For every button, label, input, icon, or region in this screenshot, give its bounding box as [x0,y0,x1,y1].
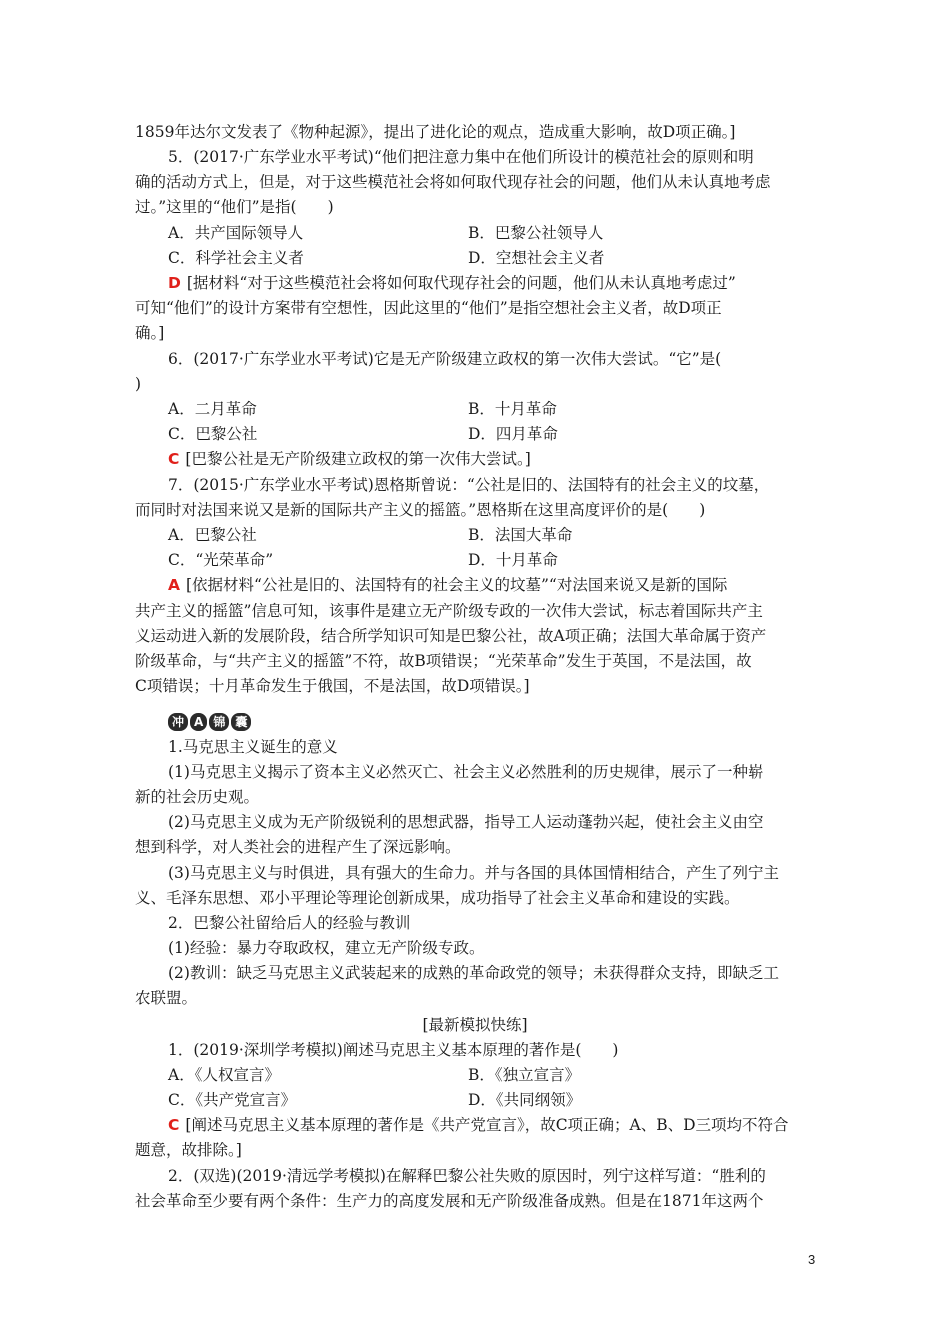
question-5: 5．(2017·广东学业水平考试)“他们把注意力集中在他们所设计的模范社会的原则和明 [168,148,754,166]
text-line: 确的活动方式上，但是，对于这些模范社会将如何取代现存社会的问题，他们从未认真地考虑 [135,173,771,191]
text-line: 共产主义的摇篮”信息可知，该事件是建立无产阶级专政的一次伟大尝试，标志着国际共产主 [135,602,763,620]
text-line: C项错误；十月革命发生于俄国，不是法国，故D项错误。] [135,677,530,695]
section-title: [最新模拟快练] [422,1016,528,1034]
text-line: 而同时对法国来说又是新的国际共产主义的摇篮。”恩格斯在这里高度评价的是( ) [135,501,706,519]
text-line: 过。”这里的“他们”是指( ) [135,198,334,216]
option-row [168,397,848,422]
option-d: D．《共同纲领》 [468,1091,582,1109]
question-7: 7．(2015·广东学业水平考试)恩格斯曾说：“公社是旧的、法国特有的社会主义的坟墓， [168,476,770,494]
text-line: (2)教训：缺乏马克思主义武装起来的成熟的革命政党的领导；未获得群众支持，即缺乏工 [168,964,779,982]
text-line: 可知“他们”的设计方案带有空想性，因此这里的“他们”是指空想社会主义者，故D项正 [135,299,722,317]
badge-char: 锦 [209,713,229,731]
section-heading: 2．巴黎公社留给后人的经验与教训 [168,914,411,932]
option-a: A．巴黎公社 [168,526,257,544]
option-row [168,246,848,271]
option-b: B．《独立宣言》 [468,1066,581,1084]
option-c: C．巴黎公社 [168,425,258,443]
option-d: D．十月革命 [468,551,558,569]
option-c: C．科学社会主义者 [168,249,304,267]
option-a: A．二月革命 [168,400,257,418]
option-a: A．共产国际领导人 [168,224,304,242]
text-line: (1)经验：暴力夺取政权，建立无产阶级专政。 [168,939,485,957]
answer-letter: C [168,1116,180,1134]
question-6: 6．(2017·广东学业水平考试)它是无产阶级建立政权的第一次伟大尝试。“它”是( [168,350,722,368]
answer-line [168,271,848,296]
option-row [168,221,848,246]
option-b: B．十月革命 [468,400,557,418]
answer-line [168,447,848,472]
text-line: 1859年达尔文发表了《物种起源》，提出了进化论的观点，造成重大影响，故D项正确。] [135,123,736,141]
text-line: 阶级革命，与“共产主义的摇篮”不符，故B项错误；“光荣革命”发生于英国，不是法国，故 [135,652,752,670]
section-heading: 1.马克思主义诞生的意义 [168,738,338,756]
question-1: 1．(2019·深圳学考模拟)阐述马克思主义基本原理的著作是( ) [168,1041,619,1059]
option-c: C．“光荣革命” [168,551,274,569]
option-d: D．空想社会主义者 [468,249,605,267]
text-line: 想到科学，对人类社会的进程产生了深远影响。 [135,838,461,856]
option-row [168,523,848,548]
answer-explanation: [巴黎公社是无产阶级建立政权的第一次伟大尝试。] [185,450,531,468]
text-line: 义运动进入新的发展阶段，结合所学知识可知是巴黎公社，故A项正确；法国大革命属于资产 [135,627,767,645]
text-line: (3)马克思主义与时俱进，具有强大的生命力。并与各国的具体国情相结合，产生了列宁主 [168,864,779,882]
answer-explanation: [依据材料“公社是旧的、法国特有的社会主义的坟墓”“对法国来说又是新的国际 [186,576,728,594]
text-line: 题意，故排除。] [135,1141,242,1159]
text-line: (2)马克思主义成为无产阶级锐利的思想武器，指导工人运动蓬勃兴起，使社会主义由空 [168,813,764,831]
answer-letter: A [168,576,180,594]
badge-char: 冲 [168,713,188,731]
text-line: 确。] [135,324,165,342]
text-line: 农联盟。 [135,989,198,1007]
answer-explanation: [据材料“对于这些模范社会将如何取代现存社会的问题，他们从未认真地考虑过” [186,274,736,292]
text-line: (1)马克思主义揭示了资本主义必然灭亡、社会主义必然胜利的历史规律，展示了一种崭 [168,763,764,781]
option-b: B．巴黎公社领导人 [468,224,604,242]
option-row [168,1088,848,1113]
badge-char: 囊 [231,713,251,731]
option-row [168,548,848,573]
text-line: 义、毛泽东思想、邓小平理论等理论创新成果，成功指导了社会主义革命和建设的实践。 [135,889,740,907]
badge-char: A [190,713,207,731]
answer-line [168,1113,848,1138]
answer-letter: C [168,450,180,468]
answer-line [168,573,848,598]
answer-letter: D [168,274,181,292]
section-badge [168,712,251,732]
option-b: B．法国大革命 [468,526,573,544]
option-row [168,422,848,447]
question-2: 2．(双选)(2019·清远学考模拟)在解释巴黎公社失败的原因时，列宁这样写道：“胜利的 [168,1167,766,1185]
option-c: C．《共产党宣言》 [168,1091,297,1109]
text-line: ) [135,375,142,393]
option-row [168,1063,848,1088]
text-line: 社会革命至少要有两个条件：生产力的高度发展和无产阶级准备成熟。但是在1871年这两个 [135,1192,764,1210]
text-line: 新的社会历史观。 [135,788,260,806]
answer-explanation: [阐述马克思主义基本原理的著作是《共产党宣言》，故C项正确；A、B、D三项均不符合 [185,1116,789,1134]
option-d: D．四月革命 [468,425,558,443]
page-number: 3 [808,1252,816,1267]
option-a: A．《人权宣言》 [168,1066,280,1084]
